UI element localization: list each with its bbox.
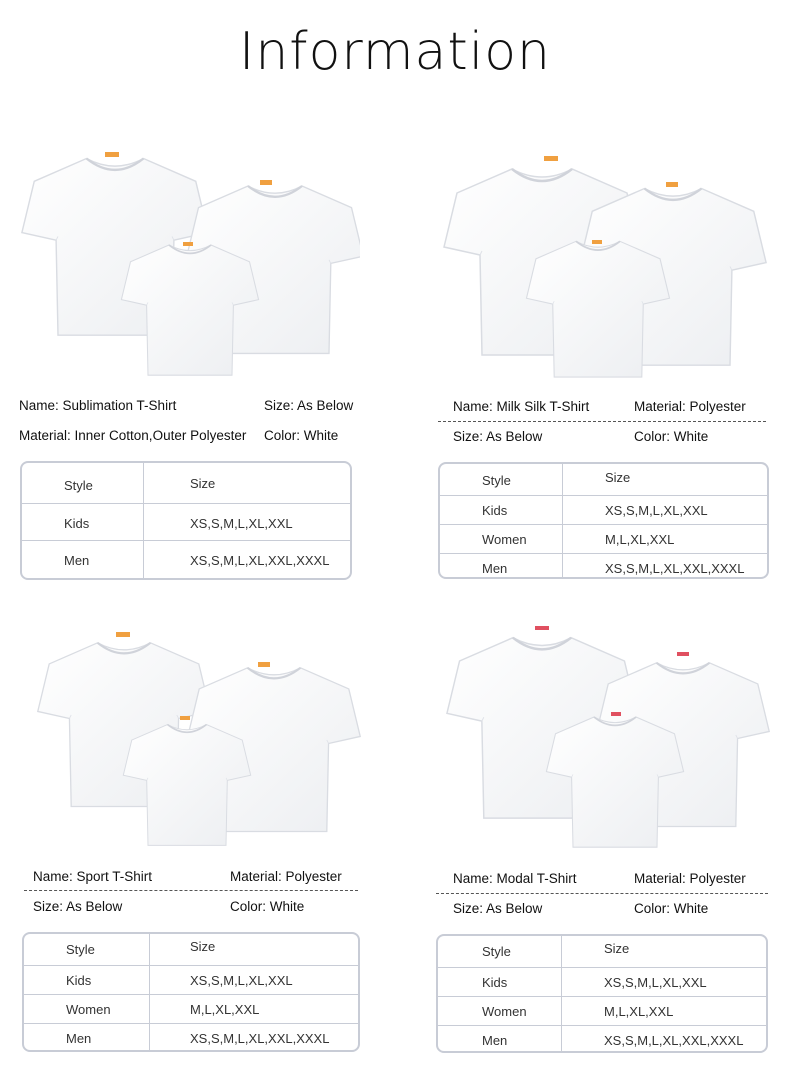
size-table	[438, 462, 769, 579]
product-color: Color: White	[264, 428, 339, 443]
row-style: Men	[482, 1033, 508, 1048]
divider	[436, 893, 768, 894]
size-table	[20, 461, 352, 580]
row-size: XS,S,M,L,XL,XXL	[604, 975, 707, 990]
row-size: XS,S,M,L,XL,XXL,XXXL	[190, 553, 330, 568]
page-title: Information	[238, 22, 551, 82]
product-material: Material: Polyester	[634, 871, 746, 886]
product-name: Name: Sublimation T-Shirt	[19, 398, 177, 413]
row-style: Kids	[64, 516, 90, 531]
row-size: M,L,XL,XXL	[190, 1002, 260, 1017]
product-color: Color: White	[634, 429, 709, 444]
divider	[438, 421, 766, 422]
product-size: Size: As Below	[453, 429, 543, 444]
product-name: Name: Modal T-Shirt	[453, 871, 577, 886]
header-style: Style	[66, 942, 95, 957]
tag-icon	[116, 632, 130, 637]
row-style: Men	[66, 1031, 92, 1046]
product-material: Material: Polyester	[230, 869, 342, 884]
row-style: Women	[482, 1004, 527, 1019]
product-name: Name: Milk Silk T-Shirt	[453, 399, 590, 414]
tshirt-group-image	[445, 618, 775, 858]
row-size: M,L,XL,XXL	[605, 532, 675, 547]
product-size: Size: As Below	[33, 899, 123, 914]
header-size: Size	[190, 476, 216, 491]
row-style: Men	[482, 561, 508, 576]
product-color: Color: White	[230, 899, 305, 914]
tag-icon	[535, 626, 549, 630]
product-color: Color: White	[634, 901, 709, 916]
product-material: Material: Inner Cotton,Outer Polyester	[19, 428, 247, 443]
row-style: Men	[64, 553, 90, 568]
row-size: XS,S,M,L,XL,XXL	[190, 516, 293, 531]
size-table	[22, 932, 360, 1052]
product-size: Size: As Below	[264, 398, 354, 413]
header-style: Style	[482, 473, 511, 488]
row-style: Women	[66, 1002, 111, 1017]
header-style: Style	[482, 944, 511, 959]
tag-icon	[105, 152, 119, 157]
row-style: Kids	[482, 503, 508, 518]
row-size: XS,S,M,L,XL,XXL,XXXL	[605, 561, 745, 576]
row-style: Kids	[66, 973, 92, 988]
row-style: Women	[482, 532, 527, 547]
product-size: Size: As Below	[453, 901, 543, 916]
tshirt-group-image	[440, 140, 770, 385]
row-size: XS,S,M,L,XL,XXL,XXXL	[190, 1031, 330, 1046]
tag-icon	[544, 156, 558, 161]
header-size: Size	[604, 941, 630, 956]
row-size: M,L,XL,XXL	[604, 1004, 674, 1019]
row-size: XS,S,M,L,XL,XXL	[190, 973, 293, 988]
size-table	[436, 934, 768, 1053]
header-size: Size	[190, 939, 216, 954]
header-size: Size	[605, 470, 631, 485]
header-style: Style	[64, 478, 93, 493]
product-material: Material: Polyester	[634, 399, 746, 414]
row-style: Kids	[482, 975, 508, 990]
tshirt-group-image	[36, 618, 366, 858]
product-name: Name: Sport T-Shirt	[33, 869, 153, 884]
row-size: XS,S,M,L,XL,XXL,XXXL	[604, 1033, 744, 1048]
tshirt-group-image	[20, 140, 360, 380]
row-size: XS,S,M,L,XL,XXL	[605, 503, 708, 518]
divider	[24, 890, 358, 891]
